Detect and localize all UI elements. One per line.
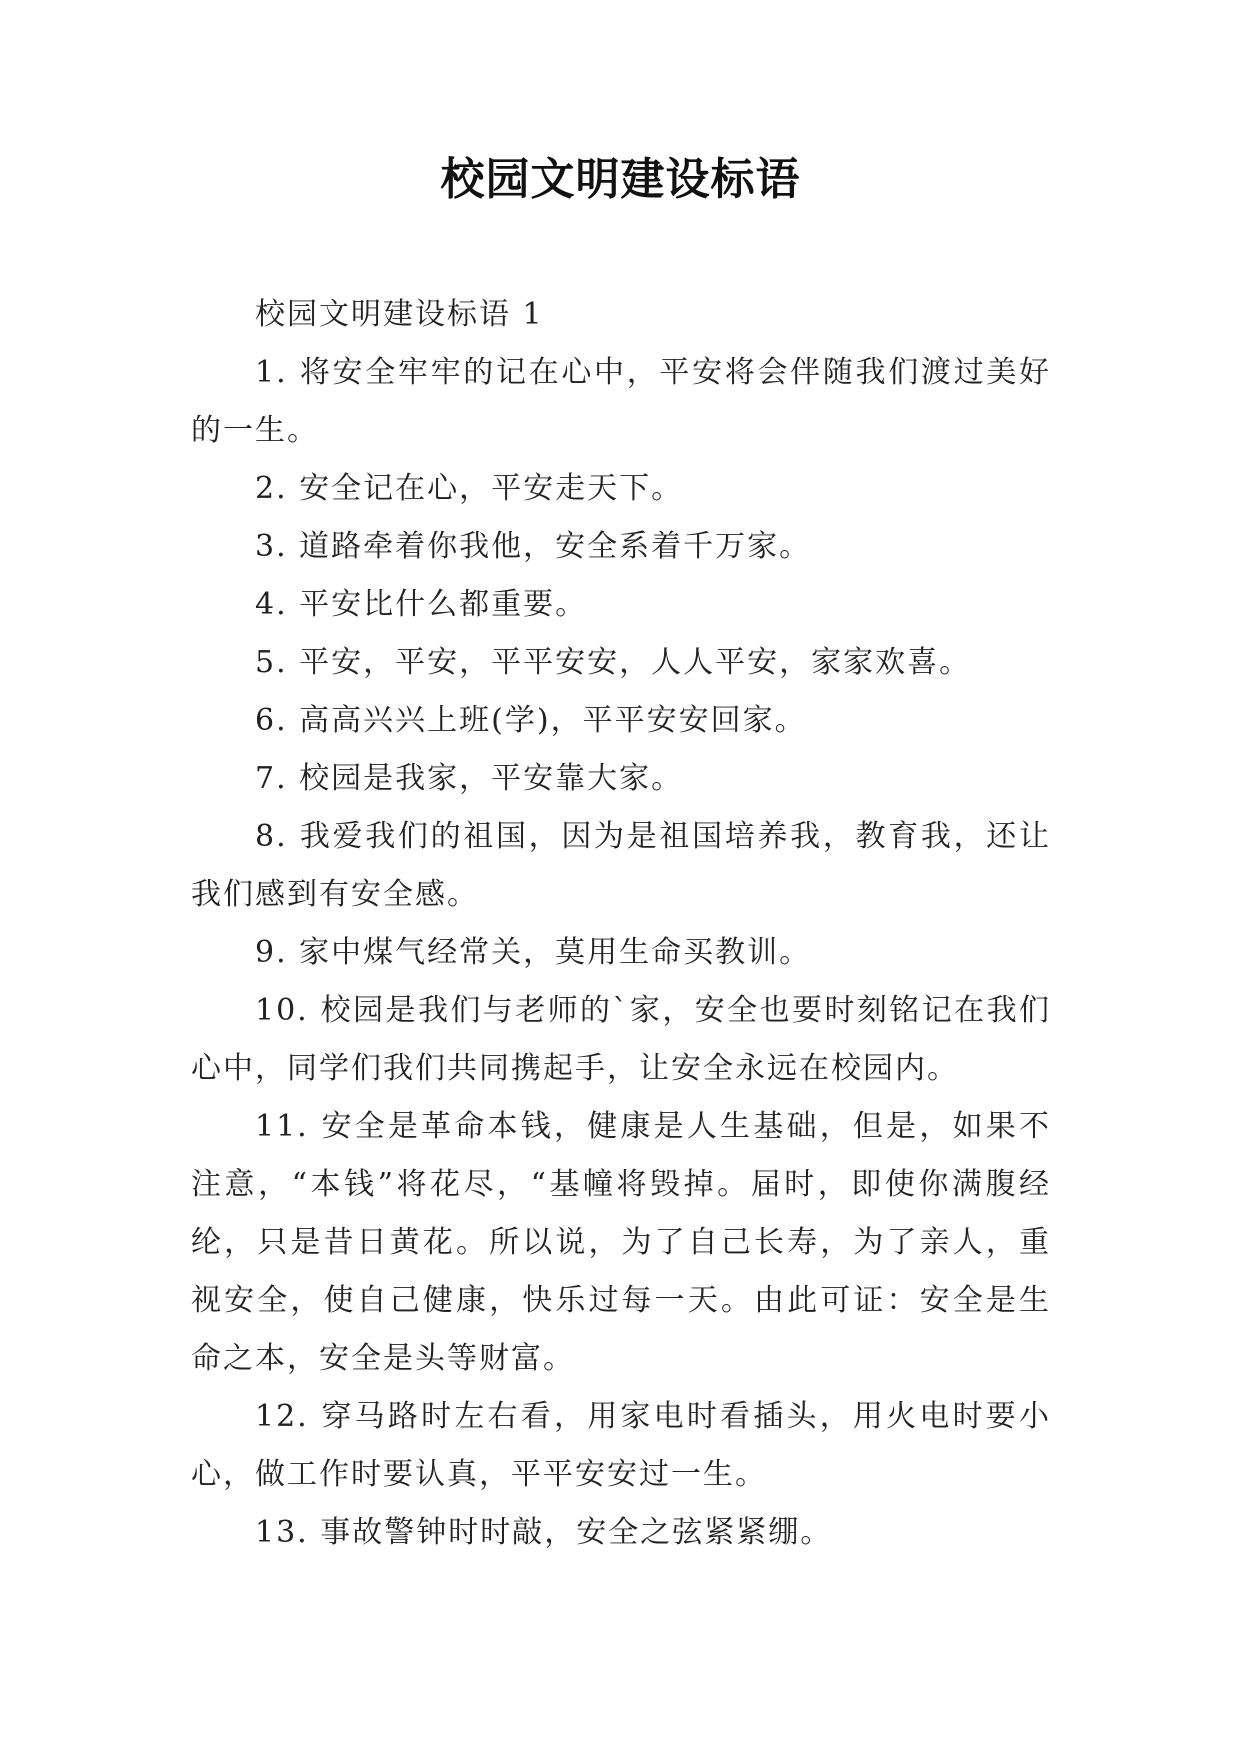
section-heading: 校园文明建设标语 1	[255, 297, 544, 332]
slogan-item: 3. 道路牵着你我他，安全系着千万家。	[255, 529, 812, 564]
document-body	[191, 286, 1051, 1562]
document-title: 校园文明建设标语	[440, 154, 801, 205]
slogan-item: 1. 将安全牢牢的记在心中，平安将会伴随我们渡过美好的一生。	[191, 355, 1051, 448]
slogan-item: 7. 校园是我家，平安靠大家。	[255, 761, 684, 796]
slogan-item: 4. 平安比什么都重要。	[255, 587, 588, 622]
slogan-item: 2. 安全记在心，平安走天下。	[255, 471, 684, 506]
slogan-item: 5. 平安，平安，平平安安，人人平安，家家欢喜。	[255, 645, 972, 680]
slogan-item: 12. 穿马路时左右看，用家电时看插头，用火电时要小心，做工作时要认真，平平安安过一生。	[191, 1399, 1051, 1492]
slogan-item: 11. 安全是革命本钱，健康是人生基础，但是，如果不注意，“本钱”将花尽，“基幢将毁掉。届时，即使你满腹经纶，只是昔日黄花。所以说，为了自己长寿，为了亲人，重视安全，使自己健康，快乐过每一天。由此可证：安全是生命之本，安全是头等财富。	[191, 1109, 1051, 1376]
slogan-item: 8. 我爱我们的祖国，因为是祖国培养我，教育我，还让我们感到有安全感。	[191, 819, 1051, 912]
slogan-item: 10. 校园是我们与老师的`家，安全也要时刻铭记在我们心中，同学们我们共同携起手，让安全永远在校园内。	[191, 993, 1051, 1086]
slogan-item: 9. 家中煤气经常关，莫用生命买教训。	[255, 935, 812, 970]
slogan-item: 6. 高高兴兴上班(学)，平平安安回家。	[255, 703, 807, 738]
slogan-item: 13. 事故警钟时时敲，安全之弦紧紧绷。	[255, 1515, 833, 1550]
